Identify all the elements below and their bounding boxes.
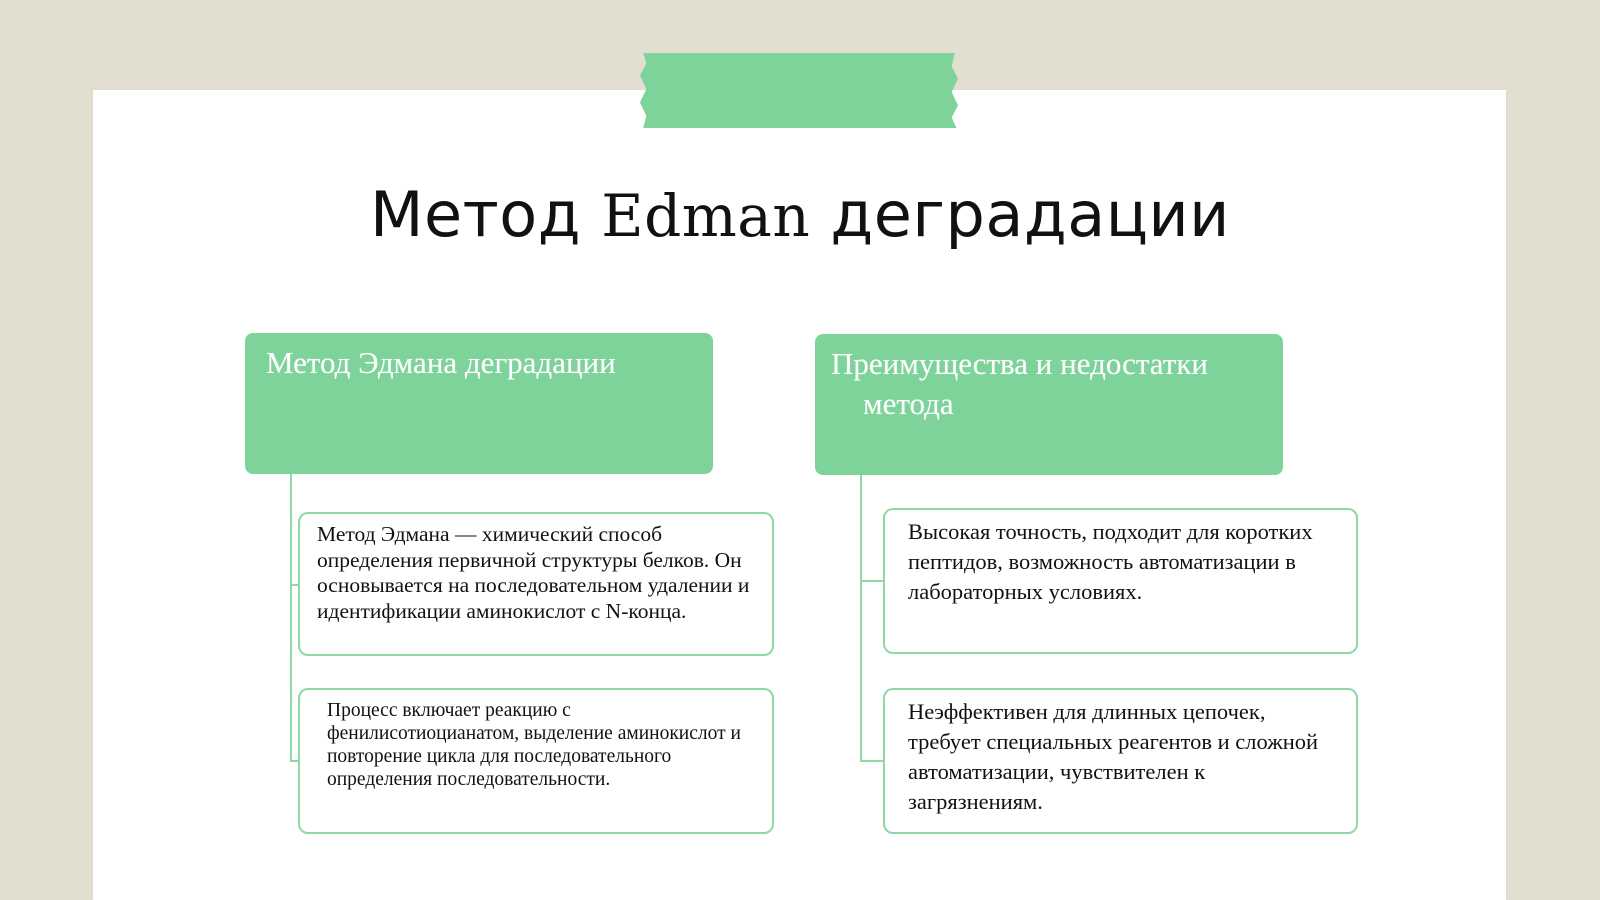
right-header-box [815, 334, 1283, 475]
title-part-1: Метод [370, 178, 602, 251]
left-detail-text-2: Процесс включает реакцию с фенилисотиоцианатом, выделение аминокислот и повторение цикла для последовательного определения последовательности. [327, 700, 741, 790]
right-connector-vertical [860, 475, 862, 762]
right-detail-box-2 [883, 688, 1358, 834]
right-detail-box-1 [883, 508, 1358, 654]
left-connector-vertical [290, 474, 292, 762]
decorative-tape [640, 53, 958, 128]
right-header-label-line-2: метода [863, 386, 954, 421]
title-part-2: Edman [601, 182, 811, 250]
slide-title [0, 178, 1600, 251]
title-part-3: деградации [810, 178, 1230, 251]
right-detail-text-2: Неэффективен для длинных цепочек, требует специальных реагентов и сложной автоматизации, чувствителен к загрязнениям. [908, 699, 1319, 814]
left-detail-text-1: Метод Эдмана — химический способ определения первичной структуры белков. Он основывается на последовательном удалении и идентификации аминокислот с N-конца. [317, 522, 750, 623]
left-detail-box-2 [298, 688, 774, 834]
right-detail-text-1: Высокая точность, подходит для коротких пептидов, возможность автоматизации в лабораторных условиях. [908, 519, 1313, 604]
right-header-label-line-1: Преимущества и недостатки [831, 346, 1208, 381]
right-connector-branch-2 [860, 760, 884, 762]
right-connector-branch-1 [860, 580, 884, 582]
left-header-label: Метод Эдмана деградации [266, 345, 616, 380]
left-detail-box-1 [298, 512, 774, 656]
left-header-box [245, 333, 713, 474]
